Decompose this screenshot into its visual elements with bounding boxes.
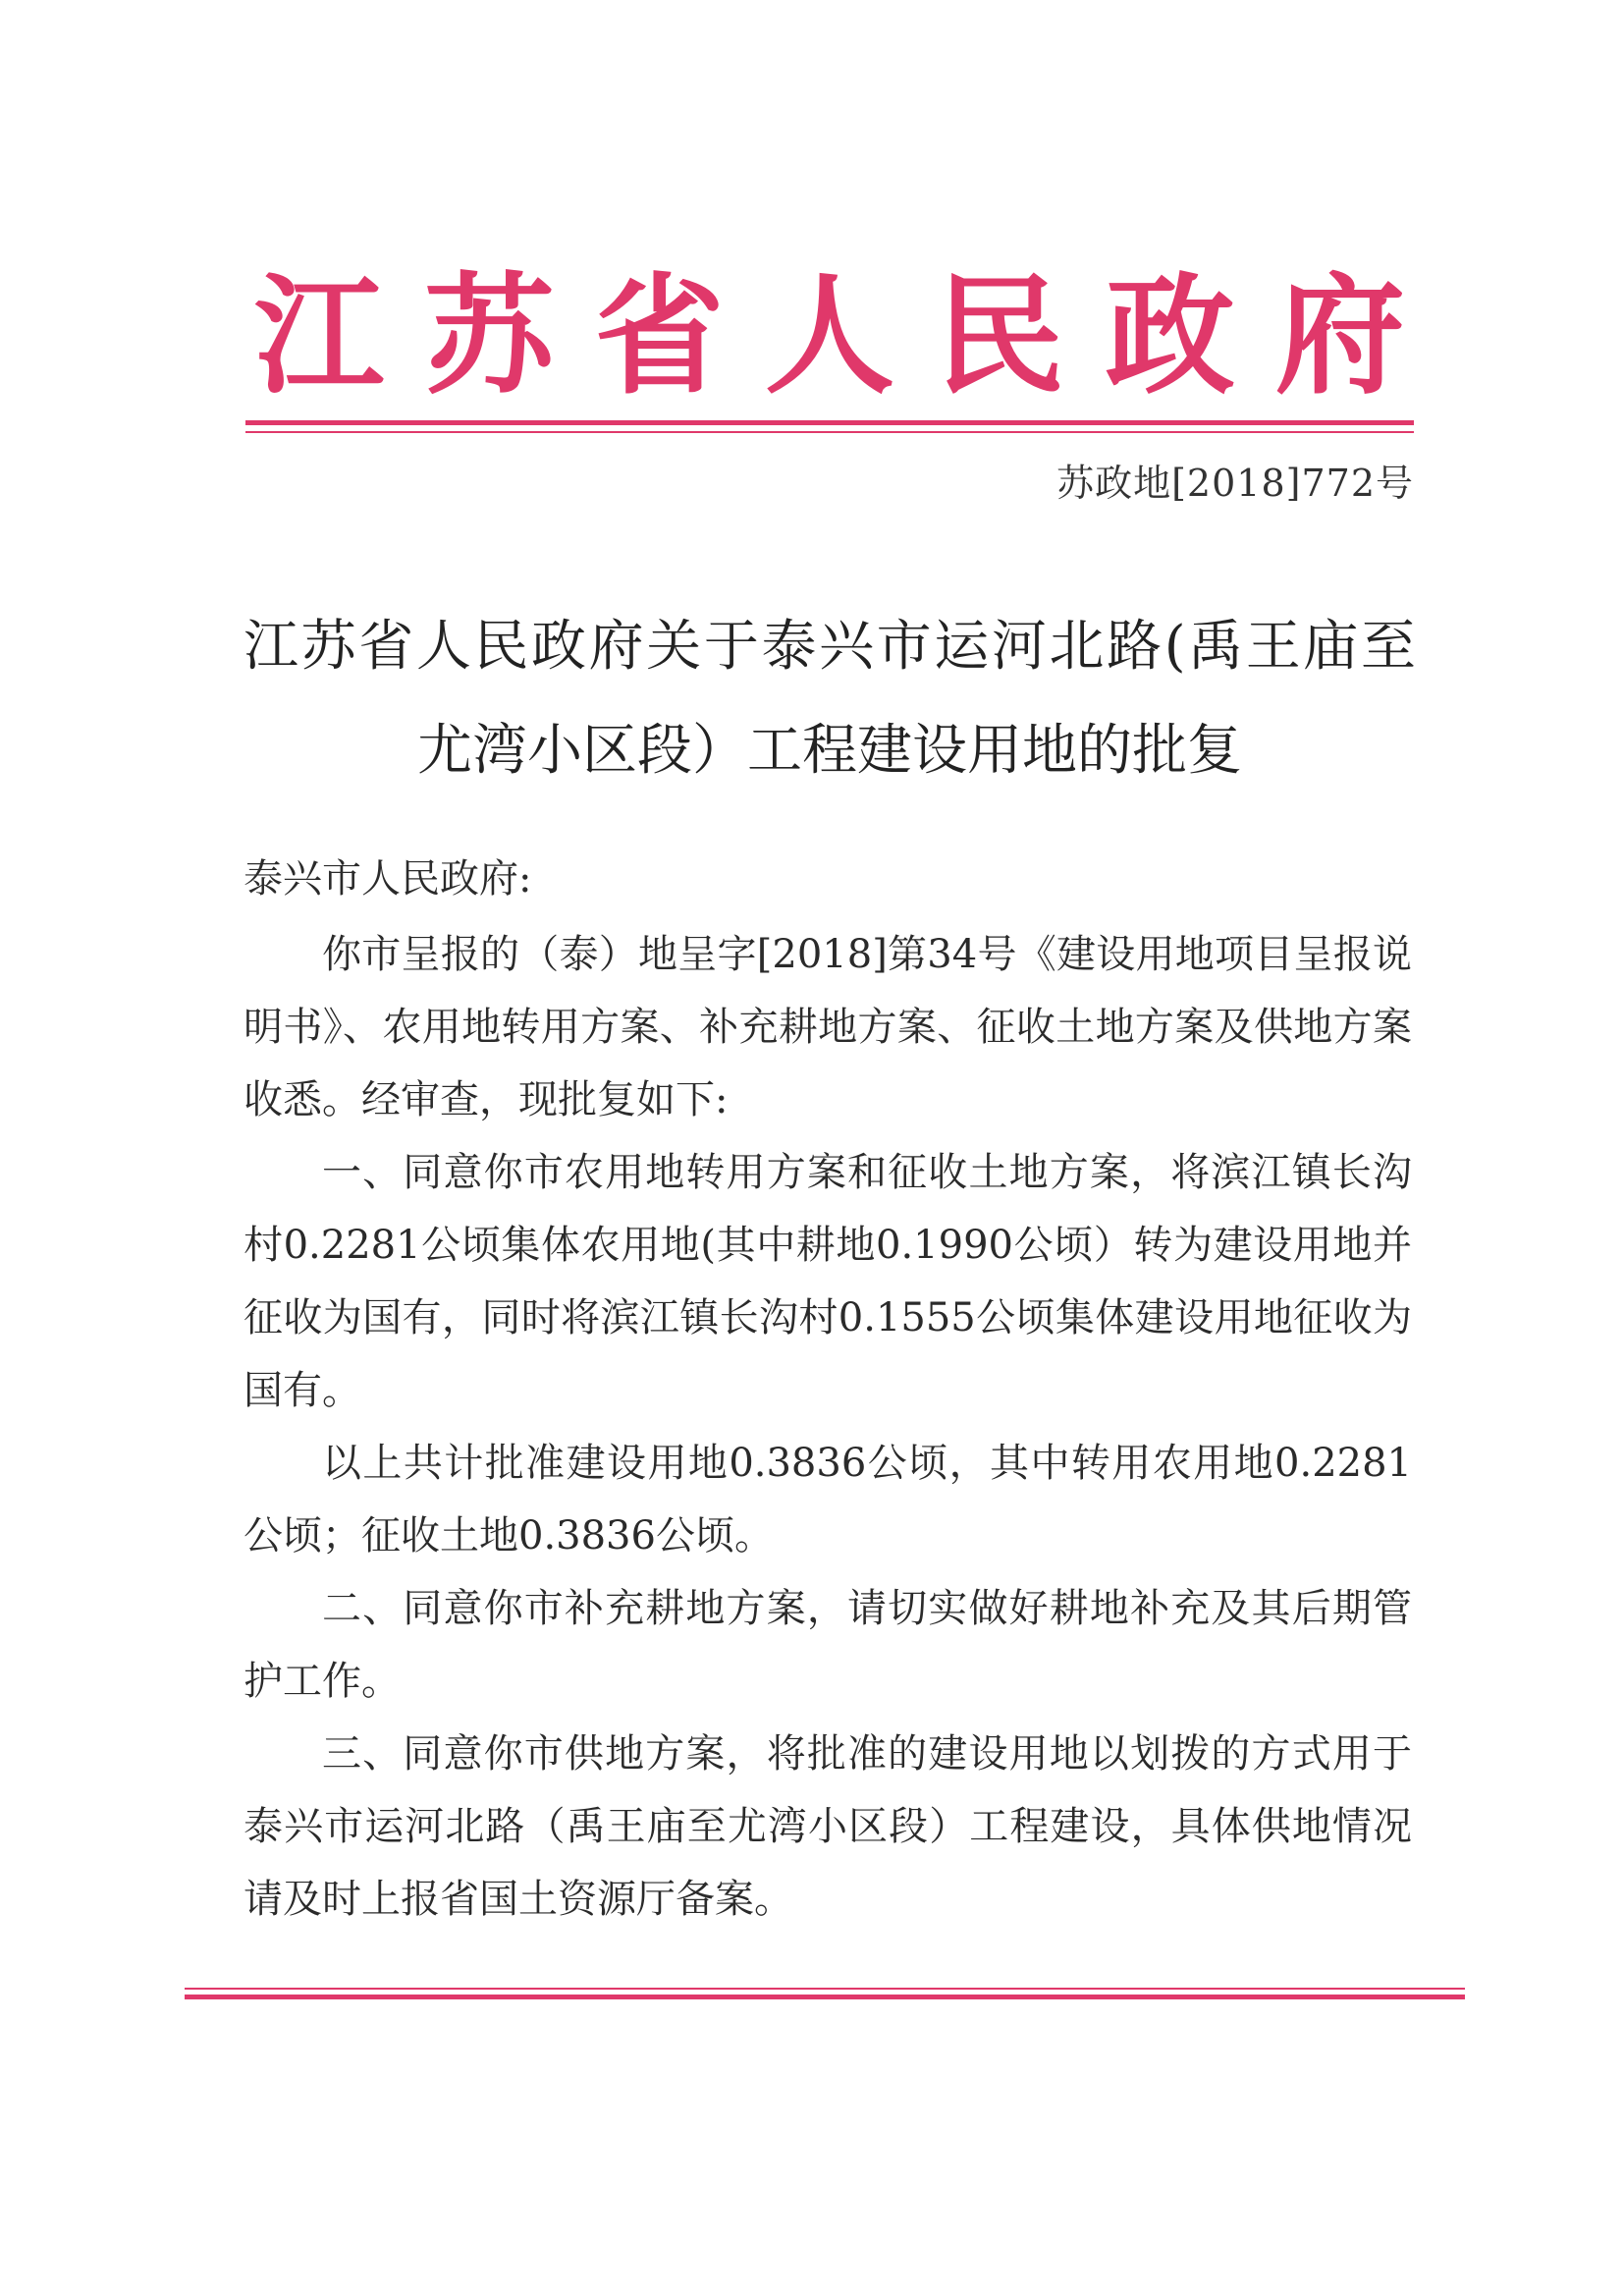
title-line-1: 江苏省人民政府关于泰兴市运河北路(禹王庙至: [243, 615, 1416, 679]
header-divider-thin: [245, 431, 1414, 433]
document-body: [243, 918, 1412, 1936]
document-number: 苏政地[2018]772号: [1056, 462, 1414, 505]
header-divider-thick: [245, 420, 1414, 425]
issuer-char: 人: [764, 260, 894, 412]
issuer-header: [245, 260, 1414, 412]
title-line-2: 尤湾小区段）工程建设用地的批复: [417, 719, 1242, 783]
issuer-char: 府: [1274, 260, 1405, 412]
body-paragraph: 三、同意你市供地方案，将批准的建设用地以划拨的方式用于泰兴市运河北路（禹王庙至尤湾小区段）工程建设，具体供地情况请及时上报省国土资源厅备案。: [243, 1731, 1412, 1922]
issuer-char: 苏: [424, 260, 555, 412]
issuer-char: 省: [594, 260, 725, 412]
body-paragraph: 一、同意你市农用地转用方案和征收土地方案，将滨江镇长沟村0.2281公顷集体农用地(其中耕地0.1990公顷）转为建设用地并征收为国有，同时将滨江镇长沟村0.1555公顷集体建设用地征收为国有。: [243, 1150, 1412, 1413]
body-paragraph: 你市呈报的（泰）地呈字[2018]第34号《建设用地项目呈报说明书》、农用地转用方案、补充耕地方案、征收土地方案及供地方案收悉。经审查，现批复如下:: [243, 932, 1412, 1122]
footer-divider-thick: [185, 1995, 1465, 1999]
issuer-char: 江: [254, 260, 384, 412]
body-paragraph: 二、同意你市补充耕地方案，请切实做好耕地补充及其后期管护工作。: [243, 1586, 1412, 1704]
issuer-char: 政: [1105, 260, 1235, 412]
issuer-char: 民: [935, 260, 1065, 412]
body-paragraph: 以上共计批准建设用地0.3836公顷，其中转用农用地0.2281公顷；征收土地0.3836公顷。: [243, 1441, 1412, 1558]
addressee: 泰兴市人民政府:: [243, 856, 532, 902]
document-title: [243, 595, 1416, 803]
footer-divider-thin: [185, 1988, 1465, 1990]
